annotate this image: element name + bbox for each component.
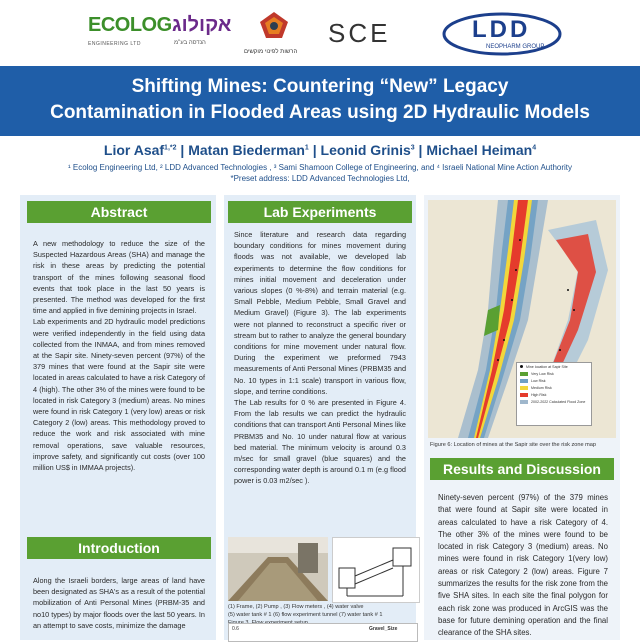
abstract-heading: Abstract — [27, 201, 211, 223]
legend-swatch — [520, 393, 528, 397]
legend-item — [517, 370, 591, 377]
title-line-2: Contamination in Flooded Areas using 2D Hydraulic Models — [50, 102, 590, 123]
legend-item — [517, 363, 591, 370]
lab-paragraph-2: The Lab results for 0 % are presented in Figure 4. From the lab results we can predict the hydraulic conditions that can transport Anti Personal Mines like PRBM35 and No. 10 under natural flow at various bed material. The minimum velocity is around 0.3 m/sec for small gravel (blue squares) and the corresponding water depth is around 0.1 m (e.g flood power is 0.03 m2/sec ). — [234, 398, 406, 486]
legend-label: 2002-2022 Calculated Flood Zone — [531, 399, 586, 404]
results-body — [438, 492, 608, 640]
results-heading: Results and Discussion — [430, 458, 614, 480]
introduction-body — [33, 575, 205, 631]
legend-label: High Risk — [531, 392, 547, 397]
legend-label: Very Low Risk — [531, 371, 554, 376]
author-2: Matan Biederman — [188, 142, 305, 158]
legend-item — [517, 391, 591, 398]
ecolog-name: ECOLOG — [88, 14, 172, 36]
affiliation-line-2: *Preset address: LDD Advanced Technologies Ltd, — [230, 174, 410, 183]
legend-swatch — [520, 386, 528, 390]
mine-authority-emblem-icon — [257, 10, 291, 40]
legend-item — [517, 377, 591, 384]
abstract-paragraph-2: Lab experiments and 2D hydraulic model predictions were verified independently in the field using data collected from the INMAA, and from mines removed at the Sapir site. Ninety-seven percent (97%) of the 379 mines that were found at the Sapir site were located in areas calculated to have a risk Category of 4 (high). The other 3% of the mines were found to be located in risk Category 3 (medium) areas. No mines were found in risk Category 1 (very low) areas or risk Category 2 (low) areas. This methodology proved to reduce the work and risk associated with mine removal operations, save valuable resources, improve safety, and significantly cut costs (over 100 million US$ in IMMAA projects). — [33, 317, 205, 473]
map-legend — [516, 362, 592, 426]
legend-swatch — [520, 379, 528, 383]
author-2-sup: 1 — [304, 144, 309, 152]
mine-authority-text: הרשות לפינוי מוקשים — [244, 49, 298, 55]
ecolog-logo — [88, 14, 232, 54]
legend-swatch — [520, 400, 528, 404]
ldd-sub: NEOPHARM GROUP — [486, 44, 545, 50]
lab-heading: Lab Experiments — [228, 201, 412, 223]
figure-3-caption-line-1: (1) Frame, (2) Pump , (3) Flow meters , (4) water valve — [228, 604, 364, 610]
figure-4-chart — [228, 623, 418, 642]
ldd-logo — [442, 12, 562, 56]
poster-title — [0, 74, 640, 126]
ecolog-sub-hebrew: הנדסה בע"מ — [174, 40, 206, 46]
figure-4-legend-label: Gravel_Size — [369, 626, 398, 632]
legend-swatch — [520, 372, 528, 376]
author-sep: | — [414, 142, 427, 158]
sce-logo: SCE — [328, 18, 391, 48]
figure-4-tick: 0.6 — [232, 626, 239, 632]
abstract-body — [33, 238, 205, 473]
title-line-1: Shifting Mines: Countering “New” Legacy — [131, 76, 509, 97]
figure-3-caption-line-2: (5) water tank # 1 (6) flow experiment tunnel (7) water tank # 1 — [228, 612, 383, 618]
legend-label: Low Risk — [531, 378, 546, 383]
legend-item — [517, 384, 591, 391]
legend-swatch — [520, 365, 523, 368]
flume-schematic-image — [333, 538, 419, 602]
ecolog-sub: ENGINEERING LTD — [88, 41, 141, 47]
affiliations — [0, 162, 640, 184]
results-paragraph-1: Ninety-seven percent (97%) of the 379 mines that were found at Sapir site were located in areas calculated to have a risk Category of 4. The other 3% of the mines were found to be located in risk Category 3 (medium) areas. No mines were found in risk Category 1(very low) areas or risk Category 2 (low) areas. Figure 7 summarizes the results for the risk zone from the five SHA sites. In each site the final polygon for each risk zone was produced in ArcGIS was the base for future demining operation and the final clearance of the SHA sites. — [438, 493, 608, 638]
abstract-paragraph-1: A new methodology to reduce the size of the Suspected Hazardous Areas (SHA) and manage the risk in these areas by predicting the potential transport of the mines following seasonal flood events that took place in the last 50 years is presented. The method was developed for the first time and applied in five demining projects in Israel. — [33, 239, 205, 316]
introduction-heading: Introduction — [27, 537, 211, 559]
author-4: Michael Heiman — [426, 142, 533, 158]
author-4-sup: 4 — [532, 144, 537, 152]
author-1-sup: 1,*2 — [164, 144, 177, 152]
ecolog-hebrew: אקולוג — [172, 14, 232, 36]
figure-6-caption: Figure 6: Location of mines at the Sapir site over the risk zone map — [430, 442, 597, 448]
flume-diagram — [332, 537, 420, 603]
ldd-name: LDD — [472, 16, 531, 43]
legend-label: Medium Risk — [531, 385, 552, 390]
author-3: Leonid Grinis — [320, 142, 411, 158]
flume-photo-image — [228, 537, 328, 601]
author-3-sup: 3 — [410, 144, 415, 152]
flume-photo — [228, 537, 328, 601]
legend-label: Mine location at Sapir Site — [526, 364, 568, 369]
affiliation-line-1: ¹ Ecolog Engineering Ltd, ² LDD Advanced Technologies , ³ Sami Shamoon College of Engineering, and ⁴ Israeli National Mine Action Authority — [67, 163, 573, 172]
logo-bar — [0, 0, 640, 66]
author-sep: | — [308, 142, 321, 158]
legend-item — [517, 398, 591, 405]
author-list — [0, 142, 640, 158]
author-sep: | — [176, 142, 189, 158]
lab-paragraph-1: Since literature and research data regarding boundary conditions for mines movement during floods was not available, we developed lab experiments to determine the flow conditions for mines initial movement and deceleration under various slopes (0 %-8%) and terrain material (e.g. Small Pebble, Medium Pebble, Small Gravel and Medium Gravel) (Figure 3). The lab experiments were not planned to reconstruct a specific river or stream but to rather to analyze the general boundary conditions for mine movement under natural flow. During the experiment we preformed 7943 measurements of Anti Personal Mines (PRBM35 and No. 10 types in 1:1 scale) transport in various flow, slope, and terrine conditions. — [234, 230, 406, 396]
introduction-paragraph-1: Along the Israeli borders, large areas of land have been designated as SHA's as a result of the potential mobilization of Anti Personal Mines (PRBM-35 and no10 types) by major floods over the last 50 years. In an attempt to save costs, minimize the damage — [33, 576, 205, 630]
mine-authority-logo — [244, 10, 304, 60]
lab-body — [234, 229, 406, 487]
author-1: Lior Asaf — [103, 142, 165, 158]
